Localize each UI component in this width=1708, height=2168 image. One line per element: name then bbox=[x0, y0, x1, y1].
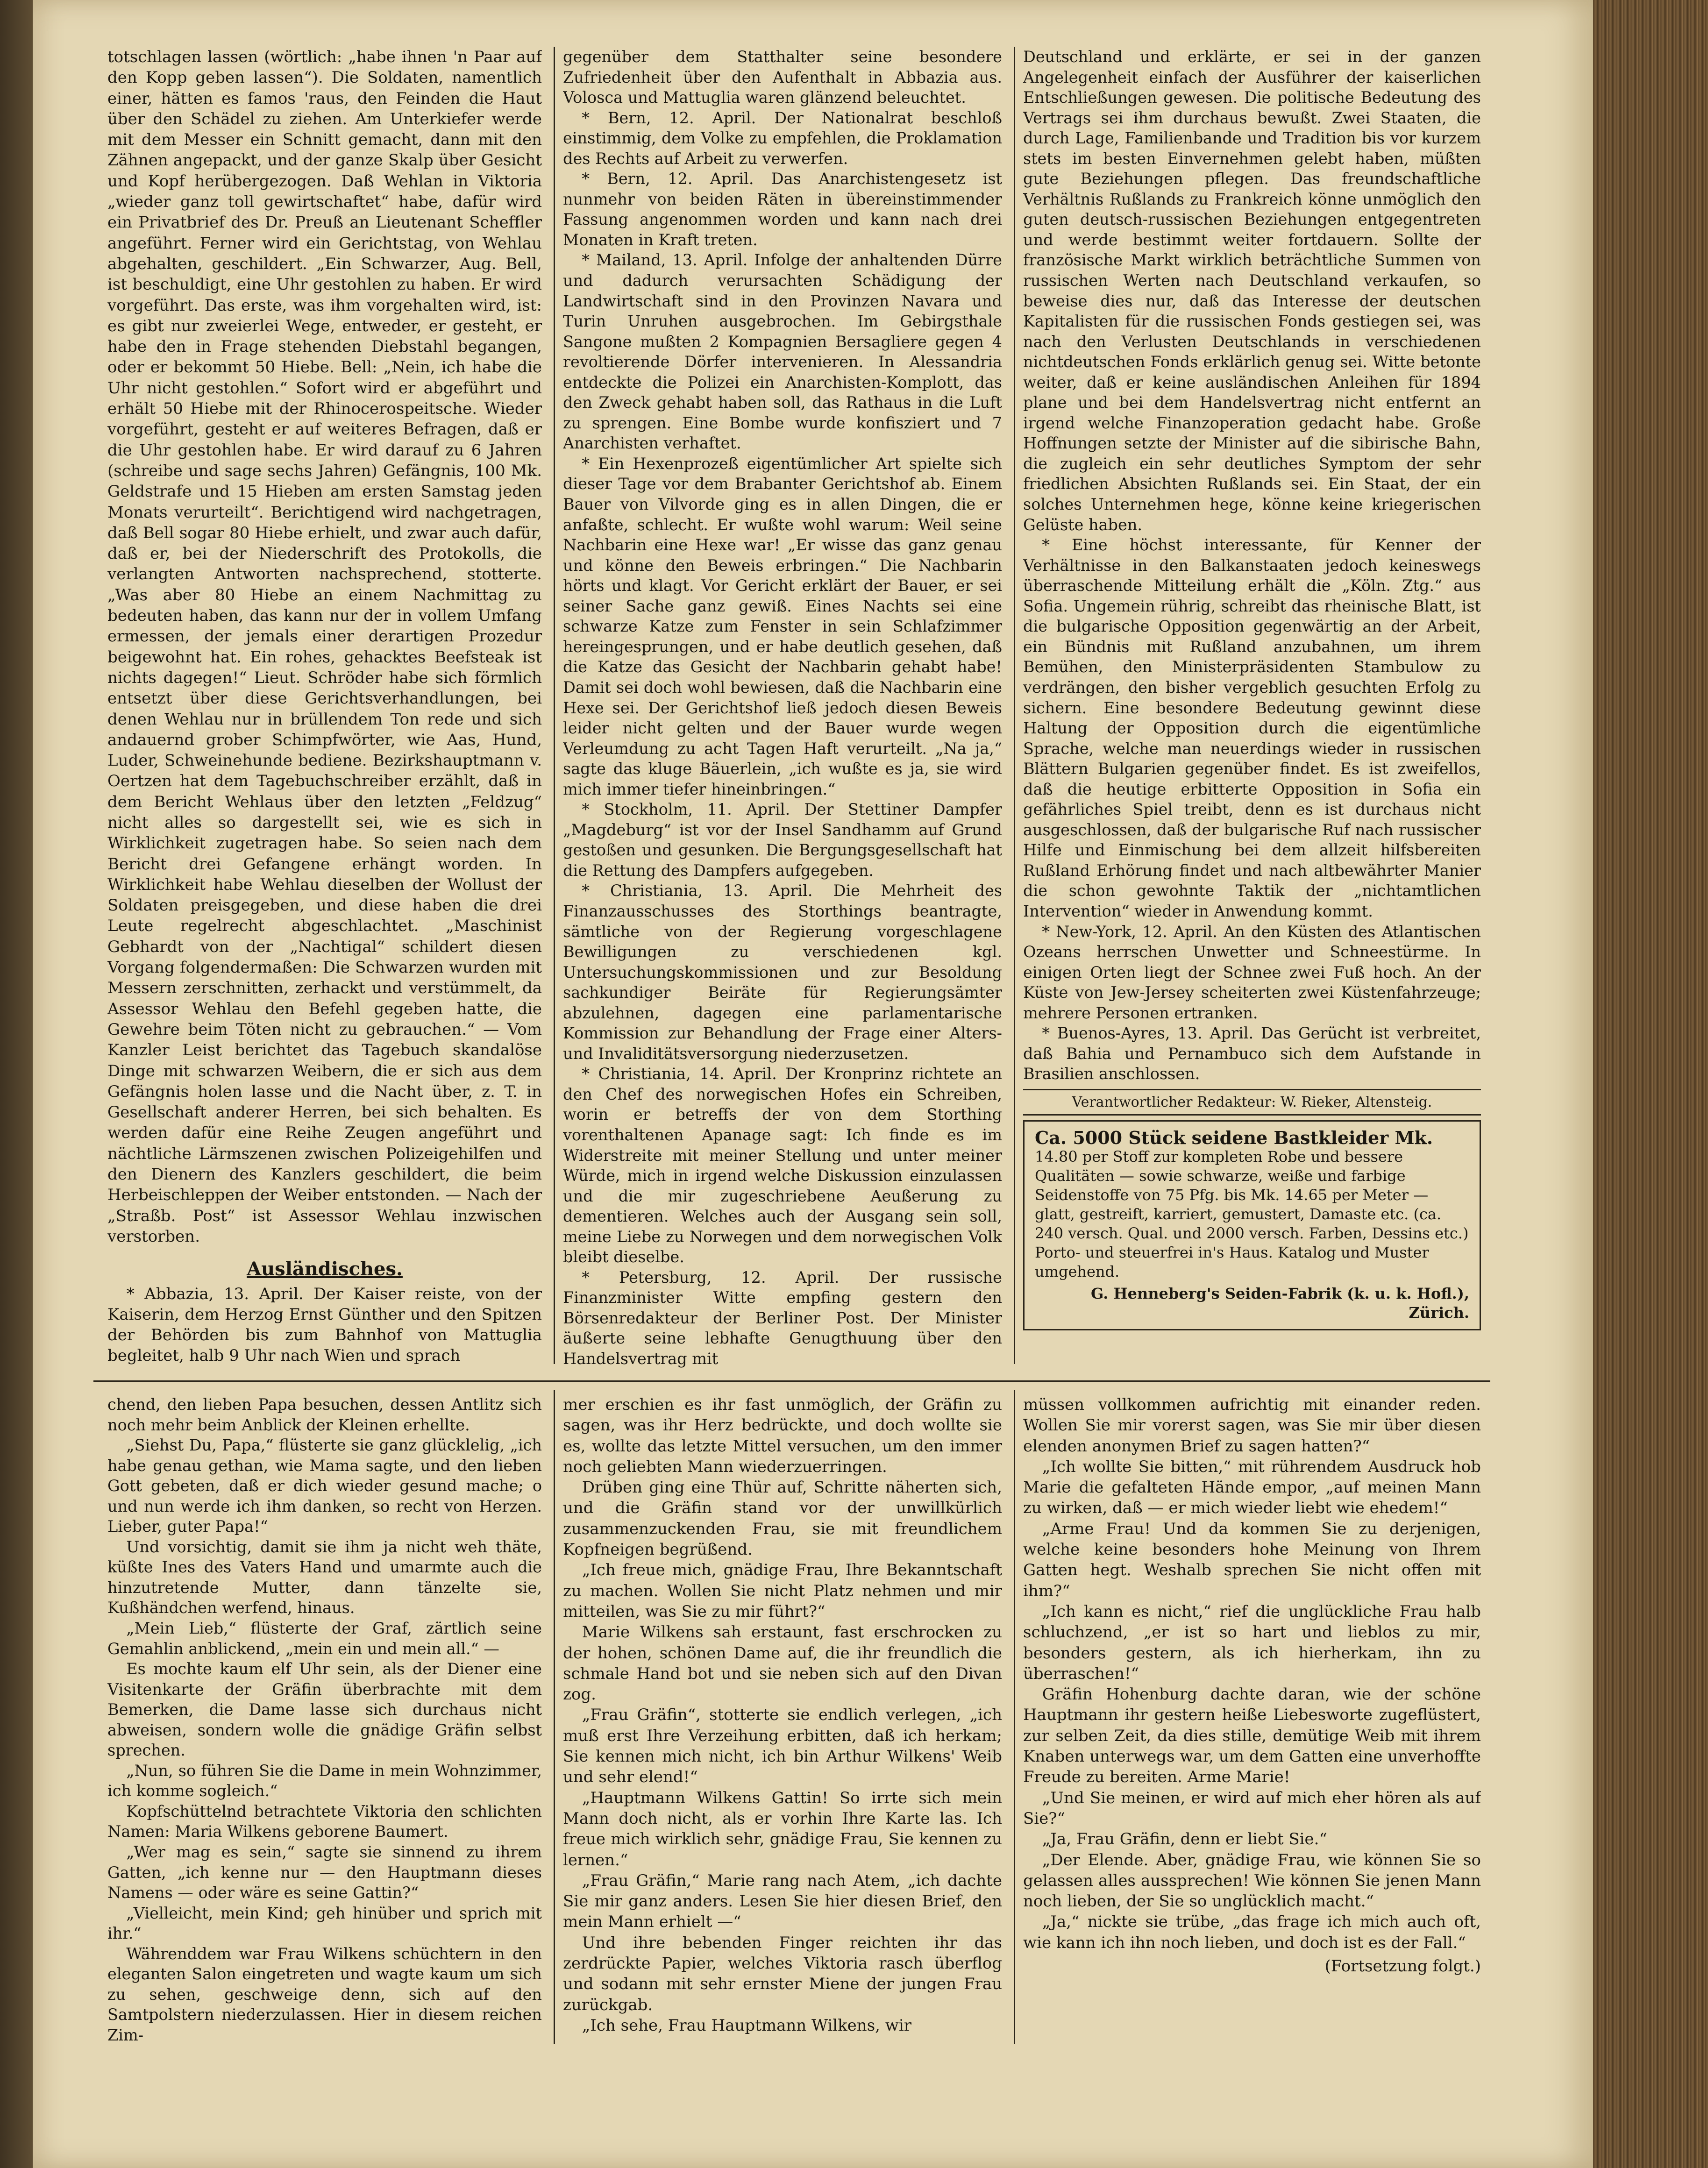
story-paragraph: „Arme Frau! Und da kommen Sie zu derjenigen, welche keine besonders hohe Meinung von Ihrem Gatten hegt. Weshalb sprechen Sie nicht offen mit ihm?“ bbox=[1023, 1519, 1481, 1600]
story-paragraph: Und vorsichtig, damit sie ihm ja nicht weh thäte, küßte Ines des Vaters Hand und umarmte auch die hinzutretende Mutter, dann tänzelte sie, Kußhändchen werfend, hinaus. bbox=[107, 1537, 542, 1617]
ad-footer: G. Henneberg's Seiden-Fabrik (k. u. k. Hofl.), Zürich. bbox=[1090, 1285, 1469, 1322]
upper-column-2 bbox=[563, 47, 1002, 1369]
news-item: * Eine höchst interessante, für Kenner der Verhältnisse in den Balkanstaaten jedoch keineswegs überraschende Mitteilung erhält die „Köln. Ztg.“ aus Sofia. Ungemein rührig, schreibt das rheinische Blatt, ist die bulgarische Opposition gegenwärtig an der Arbeit, ein Bündnis mit Rußland anzubahnen, um ihrem Bemühen, den Ministerpräsidenten Stambulow zu verdrängen, den bisher vergeblich gesuchten Erfolg zu sichern. Eine besondere Bedeutung gewinnt diese Haltung der Opposition durch die eigentümliche Sprache, welche man neuerdings wieder in russischen Blättern Bulgarien gegenüber findet. Es ist zweifellos, daß die heutige erbitterte Opposition in Sofia ein gefährliches Spiel treibt, denn es ist durchaus nicht ausgeschlossen, daß der bulgarische Ruf nach russischer Hilfe und Einmischung bei dem allzeit hilfsbereiten Rußland Erhörung findet und nach altbewährter Manier die schon gewohnte Taktik der „nichtamtlichen Intervention“ wieder in Anwendung kommt. bbox=[1023, 536, 1481, 920]
upper-column-3 bbox=[1023, 47, 1481, 1369]
story-paragraph: „Ich sehe, Frau Hauptmann Wilkens, wir bbox=[582, 2016, 911, 2035]
news-item: * New-York, 12. April. An den Küsten des Atlantischen Ozeans herrschen Unwetter und Schneestürme. In einigen Orten liegt der Schnee zwei Fuß hoch. An der Küste von Jew-Jersey scheiterten zwei Küstenfahrzeuge; mehrere Personen ertranken. bbox=[1023, 922, 1481, 1022]
news-item: gegenüber dem Statthalter seine besondere Zufriedenheit über den Aufenthalt in Abbazia aus. Volosca und Mattuglia waren glänzend beleuchtet. bbox=[563, 48, 1002, 107]
story-paragraph: „Ja,“ nickte sie trübe, „das frage ich mich auch oft, wie kann ich ihn noch lieben, und doch ist es der Fall.“ bbox=[1023, 1912, 1481, 1952]
story-paragraph: „Ich kann es nicht,“ rief die unglückliche Frau halb schluchzend, „er ist so hart und lieblos zu mir, besonders gestern, als ich hierherkam, ihn zu überraschen!“ bbox=[1023, 1602, 1481, 1683]
news-item: * Stockholm, 11. April. Der Stettiner Dampfer „Magdeburg“ ist vor der Insel Sandhamm auf Grund gestoßen und gesunken. Die Bergungsgesellschaft hat die Rettung des Dampfers aufgegeben. bbox=[563, 800, 1002, 880]
story-paragraph: „Nun, so führen Sie die Dame in mein Wohnzimmer, ich komme sogleich.“ bbox=[107, 1761, 542, 1800]
news-item: Deutschland und erklärte, er sei in der ganzen Angelegenheit einfach der Ausführer der kaiserlichen Entschließungen gewesen. Die politische Bedeutung des Vertrags sei ihm durchaus bewußt. Zwei Staaten, die durch Lage, Familienbande und Tradition bis vor kurzem stets im besten Einvernehmen gelebt haben, müßten gute Beziehungen pflegen. Das freundschaftliche Verhältnis Rußlands zu Frankreich könne unmöglich den guten deutsch-russischen Beziehungen entgegentreten und werde bestimmt weiter fortdauern. Sollte der französische Markt wirklich beträchtliche Summen von russischen Werten nach Deutschland verkaufen, so beweise dies nur, daß das Interesse der deutschen Kapitalisten für die russischen Fonds gestiegen sei, was nach den Verlusten Deutschlands in verschiedenen nichtdeutschen Fonds erklärlich genug sei. Witte betonte weiter, daß er keine ausländischen Anleihen für 1894 plane und bei dem Handelsvertrag nicht entfernt an irgend welche Finanzoperation gedacht habe. Große Hoffnungen setzte der Minister auf die sibirische Bahn, die zugleich ein sehr deutliches Symptom der sehr friedlichen Absichten Rußlands sei. Ein Staat, der ein solches Unternehmen hege, könne keine kriegerischen Gelüste haben. bbox=[1023, 48, 1481, 534]
news-item-abbazia: * Abbazia, 13. April. Der Kaiser reiste, von der Kaiserin, dem Herzog Ernst Günther und den Spitzen der Behörden bis zum Bahnhof von Mattuglia begleitet, halb 9 Uhr nach Wien und sprach bbox=[107, 1284, 542, 1365]
story-paragraph: müssen vollkommen aufrichtig mit einander reden. Wollen Sie mir vorerst sagen, was Sie mir über diesen elenden anonymen Brief zu sagen hatten?“ bbox=[1023, 1395, 1481, 1456]
story-paragraph: „Der Elende. Aber, gnädige Frau, wie können Sie so gelassen alles aussprechen! Wie können Sie jenen Mann noch lieben, der Sie so unglücklich macht.“ bbox=[1023, 1850, 1481, 1911]
news-item: * Ein Hexenprozeß eigentümlicher Art spielte sich dieser Tage vor dem Brabanter Gerichtshof ab. Einem Bauer von Vilvorde ging es in allen Dingen, die er anfaßte, schlecht. Er wußte wohl warum: Weil seine Nachbarin eine Hexe war! „Er wisse das ganz genau und könne den Beweis erbringen.“ Die Nachbarin hörts und klagt. Vor Gericht erklärt der Bauer, er sei seiner Sache ganz gewiß. Eines Nachts sei eine schwarze Katze zum Fenster in sein Schlafzimmer hereingesprungen, und er habe deutlich gesehen, daß die Katze das Gesicht der Nachbarin gehabt habe! Damit sei doch wohl bewiesen, daß die Nachbarin eine Hexe sei. Der Gerichtshof ließ jedoch diesen Beweis leider nicht gelten und der Bauer wurde wegen Verleumdung zu acht Tagen Haft verurteilt. „Na ja,“ sagte das kluge Bäuerlein, „ich wußte es ja, sie wird mich immer tiefer hineinbringen.“ bbox=[563, 454, 1002, 798]
lower-column-2 bbox=[563, 1394, 1002, 2048]
story-paragraph: „Und Sie meinen, er wird auf mich eher hören als auf Sie?“ bbox=[1023, 1788, 1481, 1828]
binding-left-edge bbox=[0, 0, 33, 2168]
section-heading-auslaendisches: Ausländisches. bbox=[247, 1258, 403, 1280]
news-item: * Christiania, 13. April. Die Mehrheit des Finanzausschusses des Storthings beantragte, sämtliche von der Regierung vorgeschlagene Bewilligungen zu verschiedenen kgl. Untersuchungskommissionen und zur Besoldung sachkundiger Beiräte für Regierungsämter abzulehnen, dagegen eine parlamentarische Kommission zur Behandlung der Frage einer Alters- und Invaliditätsversorgung niederzusetzen. bbox=[563, 881, 1002, 1063]
upper-column-1 bbox=[107, 47, 542, 1369]
story-paragraph: „Ich wollte Sie bitten,“ mit rührendem Ausdruck hob Marie die gefalteten Hände empor, „auf meinen Mann zu wirken, daß — er mich wieder liebt wie ehedem!“ bbox=[1023, 1457, 1481, 1518]
story-paragraph: „Mein Lieb,“ flüsterte der Graf, zärtlich seine Gemahlin anblickend, „mein ein und mein all.“ — bbox=[107, 1619, 542, 1658]
story-paragraph: „Ich freue mich, gnädige Frau, Ihre Bekanntschaft zu machen. Wollen Sie nicht Platz nehmen und mir mitteilen, was Sie zu mir führt?“ bbox=[563, 1561, 1002, 1621]
story-paragraph: „Wer mag es sein,“ sagte sie sinnend zu ihrem Gatten, „ich kenne nur — den Hauptmann dieses Namens — oder wäre es seine Gattin?“ bbox=[107, 1843, 542, 1902]
story-paragraph: mer erschien es ihr fast unmöglich, der Gräfin zu sagen, was ihr Herz bedrückte, und doch wollte sie es, wollte das letzte Mittel versuchen, um den immer noch geliebten Mann wiederzuerringen. bbox=[563, 1395, 1002, 1476]
story-paragraph: „Siehst Du, Papa,“ flüsterte sie ganz glücklelig, „ich habe genau gethan, wie Mama sagte, und den lieben Gott gebeten, daß er dich wieder gesund mache; o und nun werde ich ihm danken, so recht von Herzen. Lieber, guter Papa!“ bbox=[107, 1436, 542, 1536]
story-paragraph: Und ihre bebenden Finger reichten ihr das zerdrückte Papier, welches Viktoria rasch überflog und sodann mit sehr ernster Miene der jungen Frau zurückgab. bbox=[563, 1933, 1002, 2014]
story-paragraph: „Vielleicht, mein Kind; geh hinüber und sprich mit ihr.“ bbox=[107, 1904, 542, 1943]
news-item: * Petersburg, 12. April. Der russische Finanzminister Witte empfing gestern den Börsenredakteur der Berliner Post. Der Minister äußerte seine lebhafte Genugthuung über den Handelsvertrag mit bbox=[563, 1268, 1002, 1368]
story-paragraph: Drüben ging eine Thür auf, Schritte näherten sich, und die Gräfin stand vor der unwillkürlich zusammenzuckenden Frau, sie mit freundlichem Kopfneigen begrüßend. bbox=[563, 1478, 1002, 1559]
lower-column-1 bbox=[107, 1394, 542, 2048]
news-item: * Bern, 12. April. Das Anarchistengesetz ist nunmehr von beiden Räten in übereinstimmender Fassung angenommen worden und kann nach drei Monaten in Kraft treten. bbox=[563, 170, 1002, 249]
lower-column-3 bbox=[1023, 1394, 1481, 2048]
column-rule bbox=[1014, 47, 1015, 1364]
column-rule bbox=[1014, 1390, 1015, 2044]
news-item: * Christiania, 14. April. Der Kronprinz richtete an den Chef des norwegischen Hofes ein Schreiben, worin er betreffs der von dem Storthing vorenthaltenen Apanage sagt: Ich finde es im Widerstreite mit meiner Stellung und unter meiner Würde, mich in irgend welche Diskussion einzulassen und die mir zugeschriebene Aeußerung zu dementieren. Welches auch der Ausgang sein soll, meine Liebe zu Norwegen und dem norwegischen Volk bleibt dieselbe. bbox=[563, 1065, 1002, 1266]
story-paragraph: „Hauptmann Wilkens Gattin! So irrte sich mein Mann doch nicht, als er vorhin Ihre Karte las. Ich freue mich wirklich sehr, gnädige Frau, Sie kennen zu lernen.“ bbox=[563, 1788, 1002, 1869]
story-paragraph: „Frau Gräfin“, stotterte sie endlich verlegen, „ich muß erst Ihre Verzeihung erbitten, daß ich herkam; Sie kennen mich nicht, ich bin Arthur Wilkens' Weib und sehr elend!“ bbox=[563, 1706, 1002, 1787]
story-paragraph: Gräfin Hohenburg dachte daran, wie der schöne Hauptmann ihr gestern heiße Liebesworte zugeflüstert, zur selben Zeit, da dies stille, demütige Weib mit ihrem Knaben unterwegs war, um dem Gatten eine unverhoffte Freude zu bereiten. Arme Marie! bbox=[1023, 1685, 1481, 1787]
continuation-note: (Fortsetzung folgt.) bbox=[1324, 1957, 1481, 1976]
silk-advertisement bbox=[1023, 1120, 1481, 1330]
news-item: * Mailand, 13. April. Infolge der anhaltenden Dürre und dadurch verursachten Schädigung der Landwirtschaft sind in den Provinzen Navara und Turin Unruhen ausgebrochen. Im Gebirgsthale Sangone mußten 2 Kompagnien Bersagliere gegen 4 revoltierende Dörfer intervenieren. In Alessandria entdeckte die Polizei ein Anarchisten-Komplott, das den Zweck gehabt haben soll, das Rathaus in die Luft zu sprengen. Eine Bombe wurde konfisziert und 7 Anarchisten verhaftet. bbox=[563, 251, 1002, 453]
column-rule bbox=[554, 1390, 555, 2044]
story-paragraph: Währenddem war Frau Wilkens schüchtern in den eleganten Salon eingetreten und wagte kaum um sich zu sehen, geschweige denn, sich auf den Samtpolstern niederzulassen. Hier in diesem reichen Zim- bbox=[107, 1944, 542, 2044]
news-item: * Bern, 12. April. Der Nationalrat beschloß einstimmig, dem Volke zu empfehlen, die Proklamation des Rechts auf Arbeit zu verwerfen. bbox=[563, 108, 1002, 168]
ad-headline: Ca. 5000 Stück seidene Bastkleider Mk. bbox=[1035, 1127, 1433, 1149]
responsible-editor-line: Verantwortlicher Redakteur: W. Rieker, Altensteig. bbox=[1023, 1089, 1481, 1116]
story-paragraph: „Ja, Frau Gräfin, denn er liebt Sie.“ bbox=[1042, 1830, 1327, 1849]
book-spine bbox=[1593, 0, 1708, 2168]
story-paragraph: Marie Wilkens sah erstaunt, fast erschrocken zu der hohen, schönen Dame auf, die ihr freundlich die schmale Hand bot und sie neben sich auf den Divan zog. bbox=[563, 1623, 1002, 1704]
column-rule bbox=[554, 47, 555, 1364]
story-paragraph: Es mochte kaum elf Uhr sein, als der Diener eine Visitenkarte der Gräfin überbrachte mit dem Bemerken, die Dame lasse sich durchaus nicht abweisen, sondern wolle die gnädige Gräfin selbst sprechen. bbox=[107, 1660, 542, 1760]
article-paragraph: totschlagen lassen (wörtlich: „habe ihnen 'n Paar auf den Kopp geben lassen“). Die Soldaten, namentlich einer, hätten es famos 'raus, den Feinden die Haut über den Schädel zu ziehen. Am Unterkiefer werde mit dem Messer ein Schnitt gemacht, dann mit den Zähnen angepackt, und der ganze Skalp über Gesicht und Kopf herübergezogen. Daß Wehlan in Viktoria „wieder ganz toll gewirtschaftet“ habe, dafür wird ein Privatbrief des Dr. Preuß an Lieutenant Scheffler angeführt. Ferner wird ein Gerichtstag, von Wehlau abgehalten, geschildert. „Ein Schwarzer, Aug. Bell, ist beschuldigt, eine Uhr gestohlen zu haben. Er wird vorgeführt. Das erste, was ihm vorgehalten wird, ist: es gibt nur zweierlei Wege, entweder, er gesteht, er habe den in Frage stehenden Diebstahl begangen, oder er bekommt 50 Hiebe. Bell: „Nein, ich habe die Uhr nicht gestohlen.“ Sofort wird er abgeführt und erhält 50 Hiebe mit der Rhinocerospeitsche. Wieder vorgeführt, gesteht er auf weiteres Befragen, daß er die Uhr gestohlen habe. Er wird darauf zu 6 Jahren (schreibe und sage sechs Jahren) Gefängnis, 100 Mk. Geldstrafe und 15 Hieben am ersten Samstag jeden Monats verurteilt“. Berichtigend wird nachgetragen, daß Bell sogar 80 Hiebe erhielt, und zwar auch dafür, daß er, bei der Niederschrift des Protokolls, die verlangten Antworten nachsprechend, stotterte. „Was aber 80 Hiebe an einem Nachmittag zu bedeuten haben, das kann nur der in vollem Umfang ermessen, der jemals einer derartigen Prozedur beigewohnt hat. Ein rohes, gehacktes Beefsteak ist nichts dagegen!“ Lieut. Schröder habe sich förmlich entsetzt über diese Gerichtsverhandlungen, bei denen Wehlau nur in brüllendem Ton rede und sich andauernd grober Schimpfwörter, wie Aas, Hund, Luder, Schweinehunde bediene. Bezirkshauptmann v. Oertzen hat dem Tagebuchschreiber erzählt, daß in dem Bericht Wehlaus über den letzten „Feldzug“ nicht alles so dargestellt sei, wie es sich in Wirklichkeit zugetragen habe. So seien nach dem Bericht drei Gefangene erhängt worden. In Wirklichkeit habe Wehlau dieselben der Wollust der Soldaten preisgegeben, und diese haben die drei Leute regelrecht abgeschlachtet. „Maschinist Gebhardt von der „Nachtigal“ schildert diesen Vorgang folgendermaßen: Die Schwarzen wurden mit Messern zerschnitten, zerhackt und verstümmelt, da Assessor Wehlau den Befehl gegeben hatte, die Gewehre beim Töten nicht zu gebrauchen.“ — Vom Kanzler Leist berichtet das Tagebuch skandalöse Dinge mit schwarzen Weibern, die er sich aus dem Gefängnis holen lasse und die Nacht über, z. T. in Gesellschaft anderer Herren, bei sich behalten. Es werden dafür eine Reihe Zeugen angeführt und nächtliche Lärmszenen zwischen Polizeigehilfen und den Dienern des Kanzlers geschildert, die beim Herbeischleppen der Weiber entstonden. — Nach der „Straßb. Post“ ist Assessor Wehlau inzwischen verstorben. bbox=[107, 48, 542, 1246]
feuilleton-divider bbox=[93, 1380, 1490, 1382]
story-paragraph: chend, den lieben Papa besuchen, dessen Antlitz sich noch mehr beim Anblick der Kleinen erhellte. bbox=[107, 1395, 542, 1434]
story-paragraph: „Frau Gräfin,“ Marie rang nach Atem, „ich dachte Sie mir ganz anders. Lesen Sie hier diesen Brief, den mein Mann erhielt —“ bbox=[563, 1871, 1002, 1932]
news-item: * Buenos-Ayres, 13. April. Das Gerücht ist verbreitet, daß Bahia und Pernambuco sich dem Aufstande in Brasilien anschlossen. bbox=[1023, 1024, 1481, 1083]
ad-body: 14.80 per Stoff zur kompleten Robe und bessere Qualitäten — sowie schwarze, weiße und farbige Seidenstoffe von 75 Pfg. bis Mk. 14.65 per Meter — glatt, gestreift, karriert, gemustert, Damaste etc. (ca. 240 versch. Qual. und 2000 versch. Farben, Dessins etc.) Porto- und steuerfrei in's Haus. Katalog und Muster umgehend. bbox=[1035, 1148, 1469, 1281]
story-paragraph: Kopfschüttelnd betrachtete Viktoria den schlichten Namen: Maria Wilkens geborene Baumert. bbox=[107, 1802, 542, 1841]
